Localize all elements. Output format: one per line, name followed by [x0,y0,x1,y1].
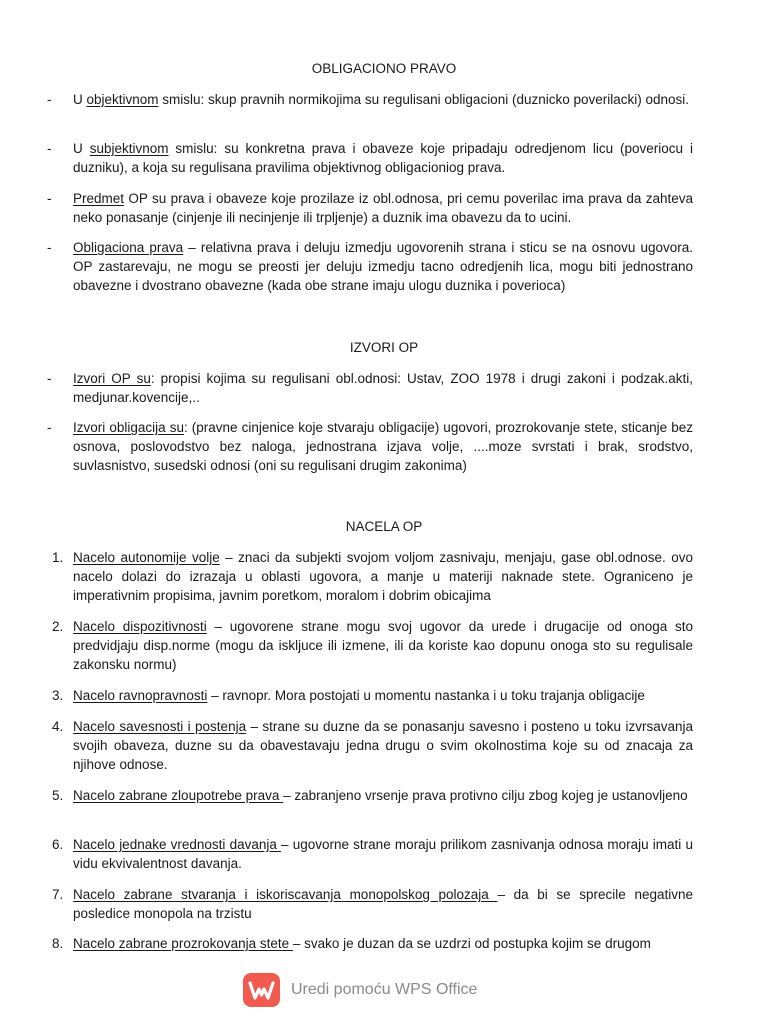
list-item-text: Nacelo dispozitivnosti – ugovorene strane mogu svoj ugovor da urede i drugacije od onoga sto predvidjaju disp.norme (mogu da iskljuce ili izmene, ili da koriste kao dopunu onoga sto su regulisale zakonsku normu) [73,619,694,672]
underlined-term: Predmet [73,191,125,206]
list-marker: - [47,240,52,255]
list-number: 7. [52,887,64,902]
list-item-text: Nacelo zabrane prozrokovanja stete – svako je duzan da se uzdrzi od postupka kojim se drugom [73,936,651,951]
underlined-term: Izvori obligacija su [73,420,184,435]
list-number: 5. [52,788,64,803]
wps-office-logo-icon[interactable] [243,973,280,1007]
section-title-izvori-op: IZVORI OP [349,340,419,355]
underlined-term: Nacelo zabrane stvaranja i iskoriscavanja monopolskog polozaja [73,887,498,902]
list-item-text: Nacelo zabrane zloupotrebe prava – zabranjeno vrsenje prava protivno cilju zbog kojeg je ustanovljeno [73,788,688,803]
list-marker: - [47,371,52,386]
list-item-text: Nacelo autonomije volje – znaci da subjekti svojom voljom zasnivaju, menjaju, gase obl.odnose. ovo nacelo dolazi do izrazaja u oblasti ugovora, a manje u materiji naknade stete. Ograniceno je imperativnim propisima, javnim poretkom, moralom i dobrim obicajima [73,550,693,603]
list-marker: - [47,92,52,107]
list-number: 8. [52,936,64,951]
list-item-text: Izvori OP su: propisi kojima su regulisani obl.odnosi: Ustav, ZOO 1978 i drugi zakoni i podzak.akti, medjunar.kovencije,.. [73,371,693,405]
list-item-text: Obligaciona prava – relativna prava i deluju izmedju ugovorenih strana i sticu se na osnovu ugovora. OP zastarevaju, ne mogu se preosti jer deluju izmedju tacno odredjenih lica, mogu biti jednostrano obavezne i dvostrano obavezne (kada obe strane imaju ulogu duznika i poverioca) [73,240,693,293]
underlined-term: Izvori OP su [73,371,151,386]
underlined-term: Nacelo ravnopravnosti [73,688,208,703]
underlined-term: Nacelo savesnosti i postenja [73,719,247,734]
list-number: 6. [52,837,64,852]
underlined-term: Obligaciona prava [73,240,184,255]
underlined-term: Nacelo zabrane prozrokovanja stete [73,936,293,951]
list-item-text: Predmet OP su prava i obaveze koje prozilaze iz obl.odnosa, pri cemu poverilac ima prava da zahteva neko ponasanje (cinjenje ili necinjenje ili trpljenje) a duznik ima obavezu da to ucini. [73,191,693,225]
wps-edit-link[interactable]: Uredi pomoću WPS Office [291,981,478,998]
list-number: 3. [52,688,64,703]
section-title-nacela-op: NACELA OP [345,519,423,534]
section-title-obligaciono-pravo: OBLIGACIONO PRAVO [311,61,457,76]
underlined-term: Nacelo zabrane zloupotrebe prava [73,788,284,803]
underlined-term: Nacelo jednake vrednosti davanja [73,837,282,852]
list-marker: - [47,141,52,156]
list-number: 2. [52,619,64,634]
list-item-text: Nacelo zabrane stvaranja i iskoriscavanja monopolskog polozaja – da bi se sprecile negativne posledice monopola na trzistu [73,887,693,921]
list-item-text: U subjektivnom smislu: su konkretna prava i obaveze koje pripadaju odredjenom licu (poveriocu i duzniku), a koja su regulisana pravilima objektivnog obligacioniog prava. [73,141,693,175]
list-item-text: U objektivnom smislu: skup pravnih normikojima su regulisani obligacioni (duznicko poverilacki) odnosi. [73,92,690,107]
list-marker: - [47,191,52,206]
underlined-term: objektivnom [86,92,159,107]
underlined-term: Nacelo dispozitivnosti [73,619,207,634]
list-item-text: Nacelo jednake vrednosti davanja – ugovorne strane moraju prilikom zasnivanja odnosa moraju imati u vidu ekvivalentnost davanja. [73,837,693,871]
wps-edit-banner[interactable] [243,973,477,1007]
list-item-text: Nacelo savesnosti i postenja – strane su duzne da se ponasanju savesno i posteno u toku izvrsavanja svojih obaveza, duzne su da obavestavaju jedna drugu o svim okolnostima koje su od znacaja za njihove odnose. [73,719,693,772]
list-number: 4. [52,719,64,734]
list-item-text: Nacelo ravnopravnosti – ravnopr. Mora postojati u momentu nastanka i u toku trajanja obligacije [73,688,645,703]
list-item-text: Izvori obligacija su: (pravne cinjenice koje stvaraju obligacije) ugovori, prozrokovanje stete, sticanje bez osnova, poslovodstvo bez naloga, jednostrana izjava volje, ....moze svrstati i brak, srodstvo, suvlasnistvo, susedski odnosi (oni su regulisani drugim zakonima) [73,420,693,473]
list-number: 1. [52,550,64,565]
list-marker: - [47,420,52,435]
underlined-term: subjektivnom [89,141,169,156]
underlined-term: Nacelo autonomije volje [73,550,220,565]
